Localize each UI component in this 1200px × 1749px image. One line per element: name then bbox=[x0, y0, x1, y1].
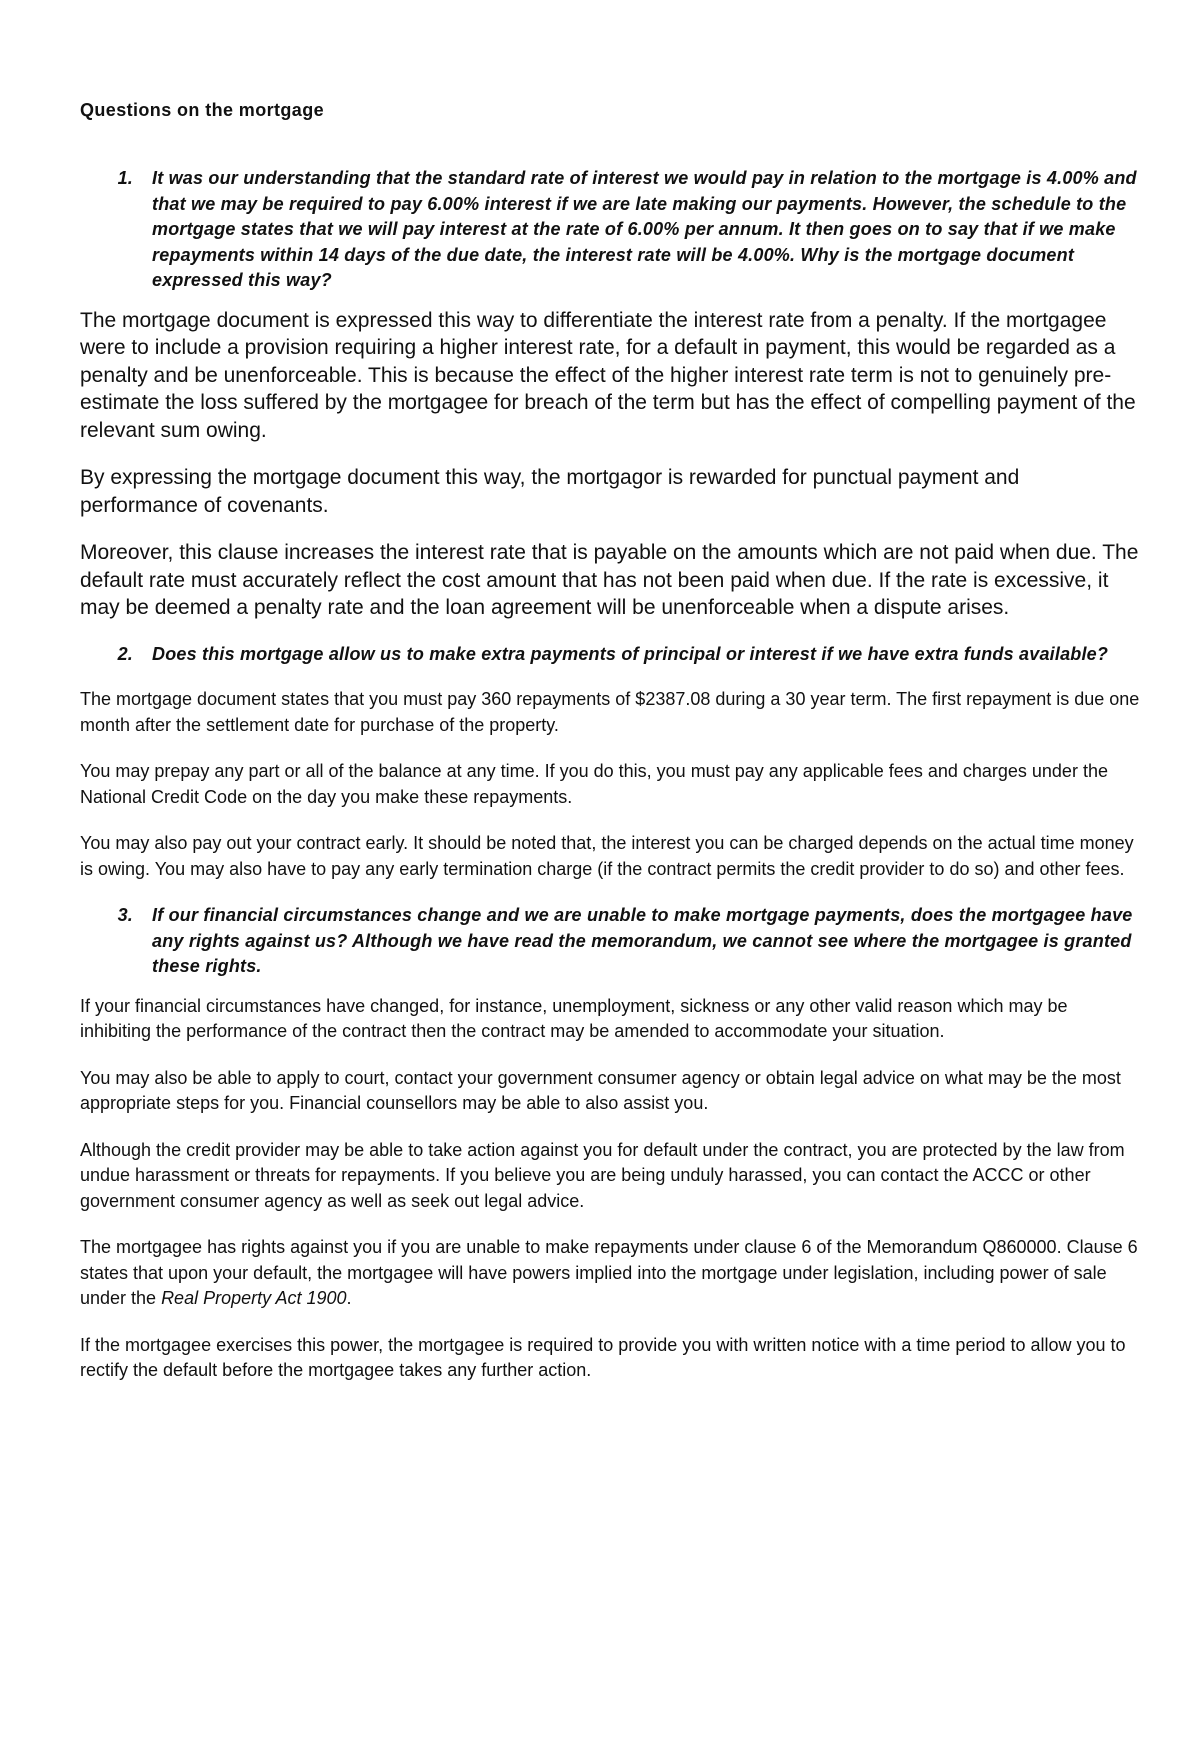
q1-answer-1: The mortgage document is expressed this way to differentiate the interest rate from a penalty. If the mortgagee were to include a provision requiring a higher interest rate, for a default in payment, this would be regarded as a penalty and be unenforceable. This is because the effect of the higher interest rate term is not to genuinely pre-estimate the loss suffered by the mortgagee for breach of the term but has the effect of compelling payment of the relevant sum owing. bbox=[80, 308, 1136, 442]
q3-answer-3: Although the credit provider may be able to take action against you for default under the contract, you are protected by the law from undue harassment or threats for repayments. If you believe you are being unduly harassed, you can contact the ACCC or other government consumer agency as well as seek out legal advice. bbox=[80, 1139, 1125, 1211]
question-3 bbox=[80, 903, 1140, 980]
q3-answer-4 bbox=[80, 1235, 1140, 1312]
q3-answer-4-before: The mortgagee has rights against you if you are unable to make repayments under clause 6 of the Memorandum Q860000. Clause 6 states that upon your default, the mortgagee will have powers implied into the mortgage under legislation, including power of sale under the bbox=[80, 1237, 1138, 1308]
question-2-number: 2. bbox=[117, 643, 133, 664]
q2-answer-2: You may prepay any part or all of the balance at any time. If you do this, you must pay any applicable fees and charges under the National Credit Code on the day you make these repayments. bbox=[80, 761, 1108, 807]
question-2-text: Does this mortgage allow us to make extra payments of principal or interest if we have extra funds available? bbox=[152, 643, 1109, 664]
question-3-text: If our financial circumstances change and we are unable to make mortgage payments, does the mortgagee have any rights against us? Although we have read the memorandum, we cannot see where the mortgagee is granted these rights. bbox=[152, 905, 1133, 976]
q3-answer-4-after: . bbox=[346, 1288, 352, 1308]
document-heading: Questions on the mortgage bbox=[80, 100, 325, 120]
q1-answer-2: By expressing the mortgage document this way, the mortgagor is rewarded for punctual payment and performance of covenants. bbox=[80, 466, 1020, 517]
q2-answer-3: You may also pay out your contract early. It should be noted that, the interest you can be charged depends on the actual time money is owing. You may also have to pay any early termination charge (if the contract permits the credit provider to do so) and other fees. bbox=[80, 833, 1134, 879]
act-name: Real Property Act 1900 bbox=[161, 1288, 347, 1308]
question-1 bbox=[80, 166, 1140, 294]
question-1-number: 1. bbox=[117, 168, 133, 188]
question-1-text: It was our understanding that the standard rate of interest we would pay in relation to the mortgage is 4.00% and that we may be required to pay 6.00% interest if we are late making our payments. However, the schedule to the mortgage states that we will pay interest at the rate of 6.00% per annum. It then goes on to say that if we make repayments within 14 days of the due date, the interest rate will be 4.00%. Why is the mortgage document expressed this way? bbox=[152, 168, 1137, 290]
question-3-number: 3. bbox=[117, 905, 133, 925]
q3-answer-1: If your financial circumstances have changed, for instance, unemployment, sickness or any other valid reason which may be inhibiting the performance of the contract then the contract may be amended to accommodate your situation. bbox=[80, 995, 1068, 1041]
q3-answer-2: You may also be able to apply to court, contact your government consumer agency or obtain legal advice on what may be the most appropriate steps for you. Financial counsellors may be able to also assist you. bbox=[80, 1067, 1121, 1113]
q3-answer-5: If the mortgagee exercises this power, the mortgagee is required to provide you with written notice with a time period to allow you to rectify the default before the mortgagee takes any further action. bbox=[80, 1334, 1126, 1380]
q2-answer-1: The mortgage document states that you must pay 360 repayments of $2387.08 during a 30 year term. The first repayment is due one month after the settlement date for purchase of the property. bbox=[80, 689, 1140, 735]
question-2 bbox=[80, 642, 1140, 668]
q1-answer-3: Moreover, this clause increases the interest rate that is payable on the amounts which are not paid when due. The default rate must accurately reflect the cost amount that has not been paid when due. If the rate is excessive, it may be deemed a penalty rate and the loan agreement will be unenforceable when a dispute arises. bbox=[80, 541, 1139, 619]
document-page bbox=[80, 100, 1140, 1384]
